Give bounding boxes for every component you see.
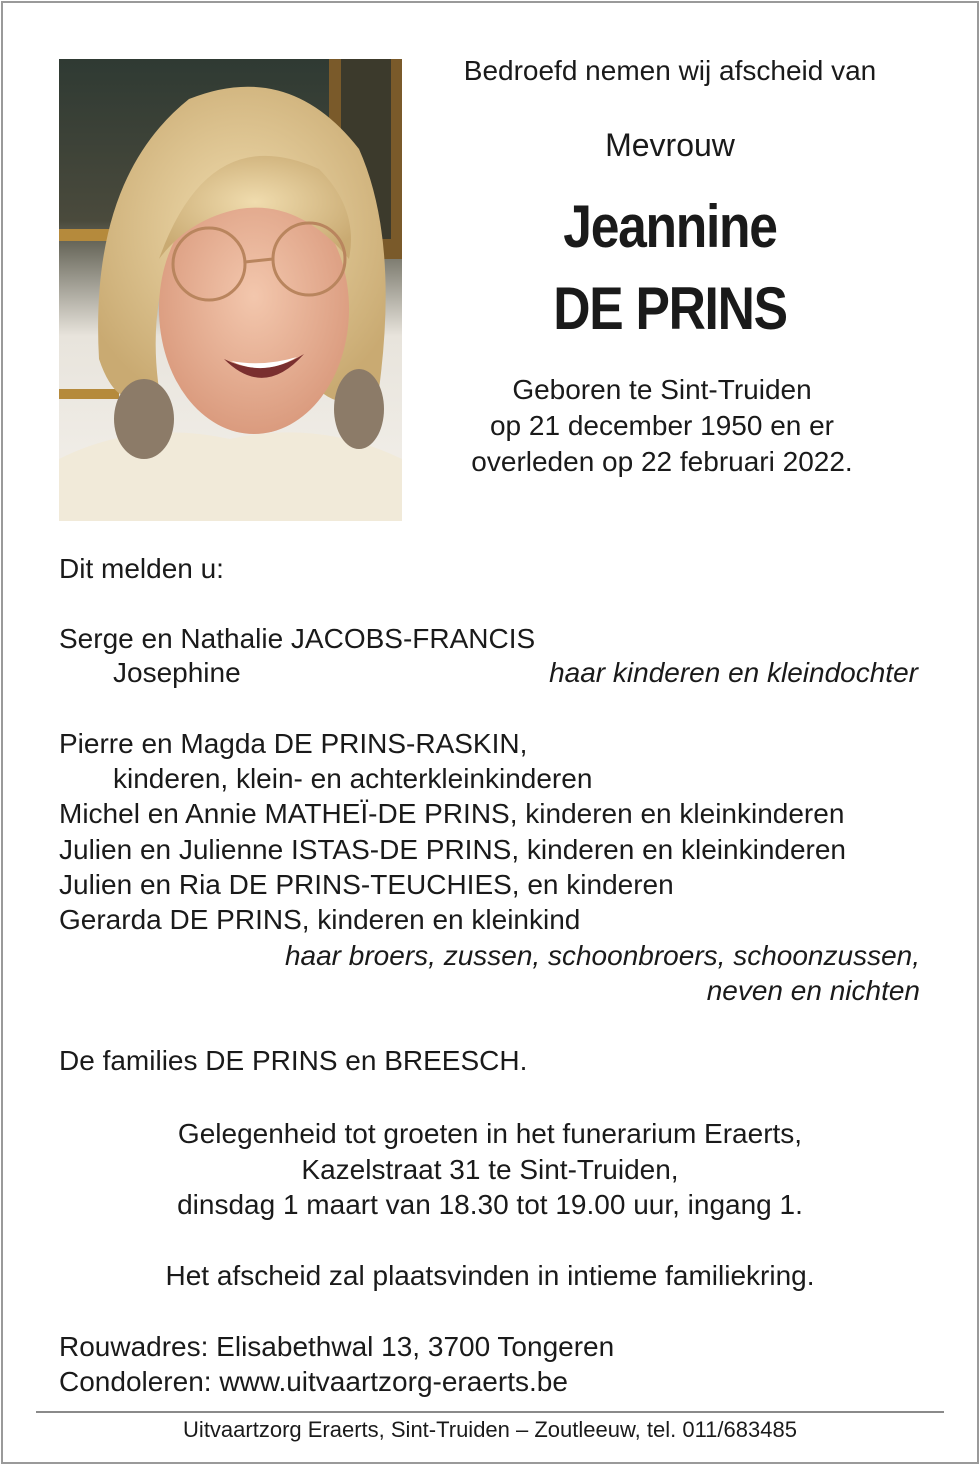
family-line: Serge en Nathalie JACOBS-FRANCIS bbox=[59, 623, 536, 654]
visitation-line: dinsdag 1 maart van 18.30 tot 19.00 uur, ingang 1. bbox=[177, 1189, 803, 1220]
family-line: Josephine bbox=[113, 657, 241, 688]
relation-text: haar broers, zussen, schoonbroers, schoonzussen, bbox=[284, 940, 920, 971]
last-name: DE PRINS bbox=[553, 275, 787, 342]
family-line: kinderen, klein- en achterkleinkinderen bbox=[113, 763, 593, 794]
intro-text: Bedroefd nemen wij afscheid van bbox=[463, 55, 877, 86]
family-line: Pierre en Magda DE PRINS-RASKIN, bbox=[59, 728, 528, 759]
honorific: Mevrouw bbox=[605, 127, 735, 163]
mourning-address: Rouwadres: Elisabethwal 13, 3700 Tongeren bbox=[59, 1331, 615, 1362]
birth-line-3: overleden op 22 februari 2022. bbox=[471, 446, 853, 477]
family-line: Julien en Julienne ISTAS-DE PRINS, kinderen en kleinkinderen bbox=[59, 834, 847, 865]
condolence-link[interactable]: Condoleren: www.uitvaartzorg-eraerts.be bbox=[59, 1366, 568, 1397]
first-name: Jeannine bbox=[563, 193, 777, 260]
family-line: Gerarda DE PRINS, kinderen en kleinkind bbox=[59, 904, 581, 935]
visitation-line: Kazelstraat 31 te Sint-Truiden, bbox=[301, 1154, 679, 1185]
footer-divider bbox=[36, 1411, 944, 1413]
portrait-photo bbox=[59, 59, 402, 521]
announce-text: Dit melden u: bbox=[59, 553, 224, 584]
birth-line-2: op 21 december 1950 en er bbox=[489, 410, 835, 441]
family-line: Julien en Ria DE PRINS-TEUCHIES, en kinderen bbox=[59, 869, 674, 900]
families-line: De families DE PRINS en BREESCH. bbox=[59, 1045, 528, 1076]
footer-text: Uitvaartzorg Eraerts, Sint-Truiden – Zoutleeuw, tel. 011/683485 bbox=[183, 1417, 797, 1442]
family-line: Michel en Annie MATHEÏ-DE PRINS, kinderen en kleinkinderen bbox=[59, 798, 845, 829]
relation-text: haar kinderen en kleindochter bbox=[549, 657, 918, 688]
birth-line-1: Geboren te Sint-Truiden bbox=[512, 374, 812, 405]
relation-text: neven en nichten bbox=[706, 975, 920, 1006]
visitation-line: Gelegenheid tot groeten in het funerarium Eraerts, bbox=[177, 1118, 803, 1149]
farewell-text: Het afscheid zal plaatsvinden in intieme familiekring. bbox=[165, 1260, 815, 1291]
